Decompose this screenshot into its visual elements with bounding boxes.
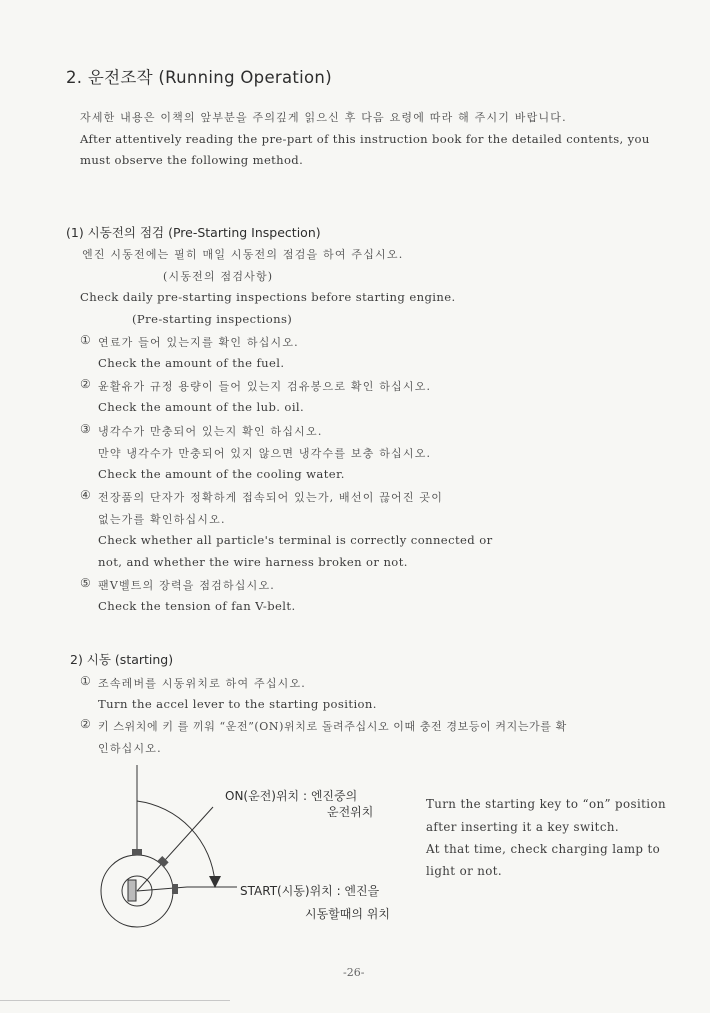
page-number: -26-: [343, 966, 365, 979]
item-english: Check the amount of the cooling water.: [98, 467, 345, 481]
section1-english-line1: Check daily pre-starting inspections before starting engine.: [80, 290, 456, 304]
rotation-arc: [137, 801, 215, 883]
item-english: Check the tension of fan V-belt.: [98, 599, 296, 613]
intro-english-line2: must observe the following method.: [80, 153, 304, 167]
scan-edge-line: [0, 1000, 230, 1001]
side-english-line3: At that time, check charging lamp to: [426, 842, 661, 856]
section1-english-line2: (Pre-starting inspections): [132, 312, 293, 326]
item-korean-line2: 만약 냉각수가 만충되어 있지 않으면 냉각수를 보충 하십시오.: [98, 447, 432, 460]
item-number: ⑤: [80, 576, 91, 590]
on-position-label-line2: 운전위치: [327, 805, 374, 819]
item-korean: 윤활유가 규정 용량이 들어 있는지 검유봉으로 확인 하십시오.: [98, 380, 432, 393]
intro-korean: 자세한 내용은 이책의 앞부분을 주의깊게 읽으신 후 다음 요령에 따라 해 주시기 바랍니다.: [80, 111, 567, 124]
item-korean-line2: 인하십시오.: [98, 742, 162, 755]
key-slot: [128, 880, 136, 901]
key-switch-diagram: [95, 765, 245, 940]
start-position-label-line1: START(시동)위치 : 엔진을: [240, 884, 380, 898]
item-korean: 전장품의 단자가 정확하게 접속되어 있는가, 배선이 끊어진 곳이: [98, 491, 444, 504]
on-pointer-line: [137, 807, 213, 891]
item-number: ④: [80, 488, 91, 502]
item-english: Check the amount of the lub. oil.: [98, 400, 305, 414]
item-korean: 조속레버를 시동위치로 하여 주십시오.: [98, 677, 307, 690]
position-mark-right: [172, 884, 178, 894]
item-korean-line2: 없는가를 확인하십시오.: [98, 513, 226, 526]
item-english: Check the amount of the fuel.: [98, 356, 285, 370]
item-english: Check whether all particle's terminal is correctly connected or: [98, 533, 493, 547]
item-number: ③: [80, 422, 91, 436]
section1-korean-line2: (시동전의 점검사항): [163, 270, 274, 283]
item-number: ②: [80, 717, 91, 731]
item-korean: 연료가 들어 있는지를 확인 하십시오.: [98, 336, 299, 349]
section2-heading: 2) 시동 (starting): [70, 652, 174, 667]
item-korean: 냉각수가 만충되어 있는지 확인 하십시오.: [98, 425, 323, 438]
side-english-line1: Turn the starting key to “on” position: [426, 797, 666, 811]
start-position-label-line2: 시동할때의 위치: [305, 907, 390, 921]
item-english: Turn the accel lever to the starting position.: [98, 697, 377, 711]
page-title: 2. 운전조작 (Running Operation): [66, 68, 332, 87]
section1-heading: (1) 시동전의 점검 (Pre-Starting Inspection): [66, 225, 321, 240]
item-korean: 키 스위치에 키 를 끼워 “운전”(ON)위치로 돌려주십시오 이때 충전 경보등이 켜지는가를 확: [98, 720, 567, 733]
item-english-line2: not, and whether the wire harness broken or not.: [98, 555, 408, 569]
side-english-line2: after inserting it a key switch.: [426, 820, 619, 834]
item-number: ②: [80, 377, 91, 391]
intro-english-line1: After attentively reading the pre-part of this instruction book for the detailed contents, you: [80, 132, 650, 146]
item-korean: 팬V벨트의 장력을 점검하십시오.: [98, 579, 275, 592]
on-position-label-line1: ON(운전)위치 : 엔진중의: [225, 789, 358, 803]
position-mark-top: [132, 849, 142, 855]
section1-korean-line1: 엔진 시동전에는 필히 매일 시동전의 점검을 하여 주십시오.: [82, 248, 404, 261]
rotation-arrowhead: [209, 876, 221, 888]
side-english-line4: light or not.: [426, 864, 503, 878]
item-number: ①: [80, 674, 91, 688]
item-number: ①: [80, 333, 91, 347]
start-pointer-line: [137, 887, 187, 891]
